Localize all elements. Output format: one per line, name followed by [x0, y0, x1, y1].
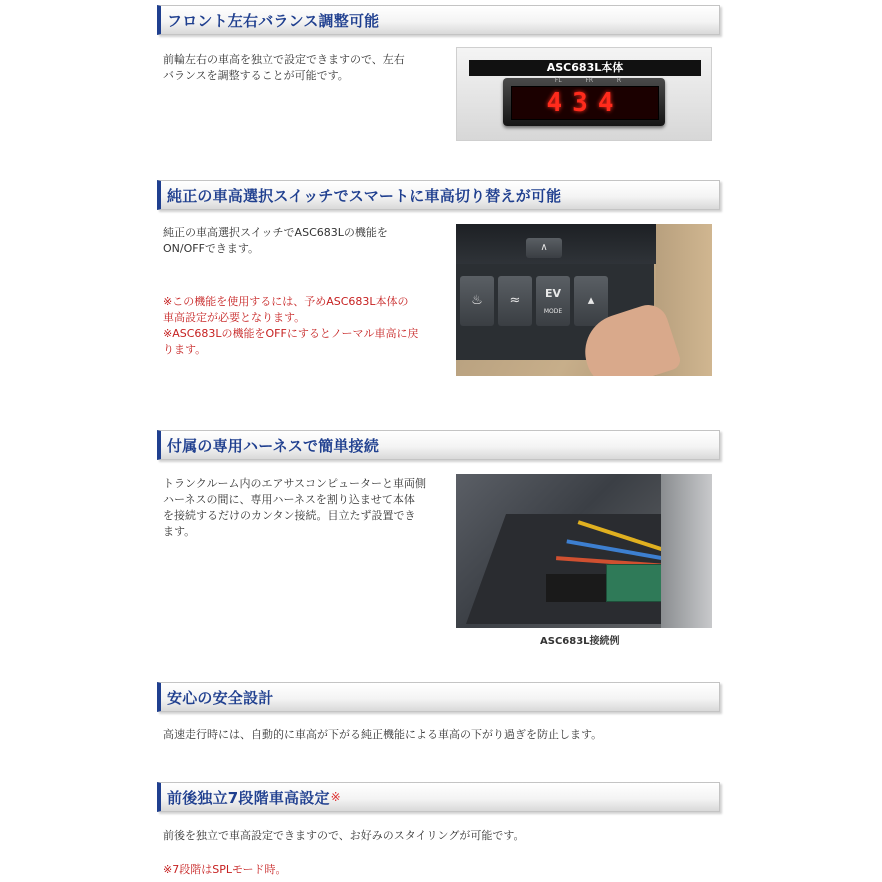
label-fl: FL: [554, 77, 562, 84]
section-heading-safety: [157, 682, 720, 712]
section-title: 安心の安全設計: [167, 688, 274, 707]
section-heading-7step: [157, 782, 720, 812]
label-fr: FR: [585, 77, 594, 84]
text-line: ON/OFFできます。: [163, 242, 260, 255]
led-display: 434: [511, 86, 659, 120]
section-heading-harness: [157, 430, 720, 460]
mode-label: MODE: [543, 308, 563, 315]
section-text-balance: [163, 52, 405, 84]
section-note-switch: [163, 294, 419, 358]
chevron-up-icon: ∧: [526, 238, 562, 258]
text-line: 前後を独立で車高設定できますので、お好みのスタイリングが可能です。: [163, 829, 525, 842]
display-labels: [543, 77, 633, 84]
title-note-mark: ※: [330, 790, 341, 804]
section-text-7step: [163, 828, 524, 844]
ev-mode-button: [536, 276, 570, 326]
section-text-harness: [163, 476, 426, 540]
text-line: ハーネスの間に、専用ハーネスを割り込ませて本体: [163, 493, 415, 506]
image-caption: ASC683L接続例: [540, 636, 620, 647]
section-title: 前後独立7段階車高設定: [167, 788, 330, 807]
product-unit-image: [456, 47, 712, 141]
note-line: ※7段階はSPLモード時。: [163, 863, 287, 876]
note-line: ※この機能を使用するには、予めASC683L本体の: [163, 295, 409, 308]
section-note-7step: [163, 862, 287, 878]
section-heading-balance: [157, 5, 720, 35]
defrost-icon: ≈: [498, 276, 532, 326]
section-heading-switch: [157, 180, 720, 210]
text-line: ます。: [163, 525, 196, 538]
note-line: ります。: [163, 343, 207, 356]
note-line: ※ASC683Lの機能をOFFにするとノーマル車高に戻: [163, 327, 419, 340]
height-switch-photo: [456, 224, 712, 376]
vehicle-height-icon: ▴: [574, 276, 608, 326]
section-title: フロント左右バランス調整可能: [167, 11, 380, 30]
text-line: 高速走行時には、自動的に車高が下がる純正機能による車高の下がり過ぎを防止します。: [163, 728, 603, 741]
section-title: 付属の専用ハーネスで簡単接続: [167, 436, 380, 455]
controller-unit: [503, 78, 665, 126]
text-line: を接続するだけのカンタン接続。目立たず設置でき: [163, 509, 416, 522]
section-text-safety: [163, 727, 602, 743]
seat-heater-icon: ♨: [460, 276, 494, 326]
module-box: [546, 574, 606, 602]
circuit-board: [606, 564, 664, 602]
text-line: 前輪左右の車高を独立で設定できますので、左右: [163, 53, 405, 66]
ev-label: EV: [544, 287, 562, 300]
text-line: 純正の車高選択スイッチでASC683Lの機能を: [163, 226, 388, 239]
section-title: 純正の車高選択スイッチでスマートに車高切り替えが可能: [167, 186, 562, 205]
section-text-switch: [163, 225, 388, 257]
text-line: バランスを調整することが可能です。: [163, 69, 349, 82]
text-line: トランクルーム内のエアサスコンピューターと車両側: [163, 477, 427, 490]
label-r: R: [616, 77, 622, 84]
product-banner: ASC683L本体: [469, 60, 701, 76]
trunk-panel: [661, 474, 712, 628]
note-line: 車高設定が必要となります。: [163, 311, 306, 324]
trunk-install-photo: [456, 474, 712, 628]
